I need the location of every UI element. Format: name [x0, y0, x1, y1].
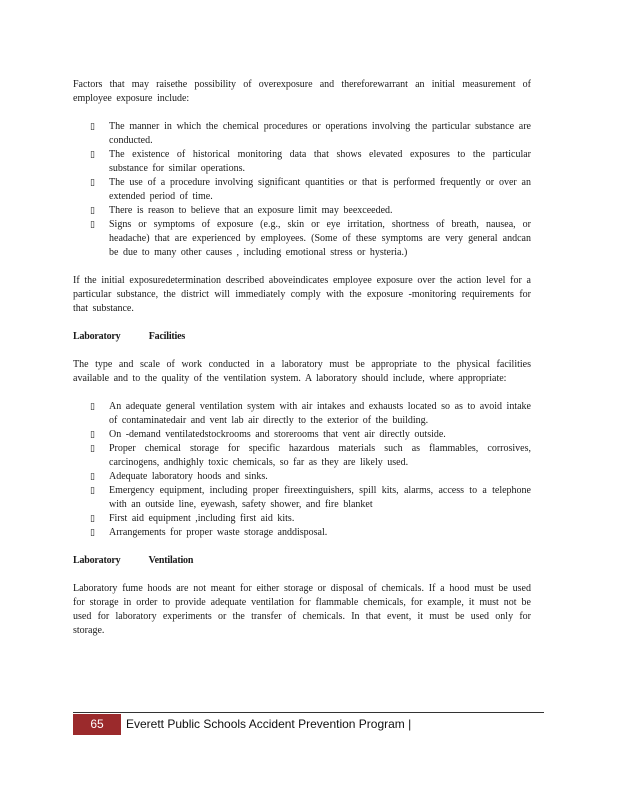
- list-item: [90, 512, 531, 526]
- box-bullet-icon: ▯: [90, 178, 95, 188]
- list-item-text: The use of a procedure involving significant quantities or that is performed frequently or over an extended period of time.: [109, 177, 531, 202]
- list-item-text: The existence of historical monitoring data that shows elevated exposures to the particular substance for similar operations.: [109, 149, 531, 174]
- list-item-text: On -demand ventilatedstockrooms and storerooms that vent air directly outside.: [109, 429, 446, 440]
- box-bullet-icon: ▯: [90, 150, 95, 160]
- list-item: [90, 526, 531, 540]
- list-item-text: First aid equipment ,including first aid kits.: [109, 513, 295, 524]
- list-item-text: There is reason to believe that an exposure limit may beexceeded.: [109, 205, 393, 216]
- list-item: [90, 484, 531, 512]
- list-item: [90, 120, 531, 148]
- box-bullet-icon: ▯: [90, 486, 95, 496]
- box-bullet-icon: ▯: [90, 472, 95, 482]
- box-bullet-icon: ▯: [90, 220, 95, 230]
- exposure-factors-list: [73, 120, 531, 260]
- list-item-text: Proper chemical storage for specific hazardous materials such as flammables, corrosives, carcinogens, andhighly toxic chemicals, so far as they are likely used.: [109, 443, 531, 468]
- list-item: [90, 400, 531, 428]
- page-footer: [73, 712, 544, 735]
- list-item-text: Adequate laboratory hoods and sinks.: [109, 471, 268, 482]
- determination-paragraph: If the initial exposuredetermination described aboveindicates employee exposure over the action level for a particular substance, the district will immediately comply with the exposure -monitoring requirements for that substance.: [73, 275, 531, 314]
- list-item-text: An adequate general ventilation system with air intakes and exhausts located so as to avoid intake of contaminatedair and vent lab air directly to the exterior of the building.: [109, 401, 531, 426]
- page-number: 65: [73, 714, 121, 735]
- list-item: [90, 176, 531, 204]
- list-item: [90, 428, 531, 442]
- list-item-text: Emergency equipment, including proper fireextinguishers, spill kits, alarms, access to a telephone with an outside line, eyewash, safety shower, and fire blanket: [109, 485, 531, 510]
- list-item-text: Arrangements for proper waste storage anddisposal.: [109, 527, 328, 538]
- list-item-text: The manner in which the chemical procedures or operations involving the particular substance are conducted.: [109, 121, 531, 146]
- box-bullet-icon: ▯: [90, 528, 95, 538]
- page-content: [73, 78, 531, 652]
- list-item: [90, 218, 531, 260]
- laboratory-facilities-heading: Laboratory Facilities: [73, 331, 186, 342]
- box-bullet-icon: ▯: [90, 122, 95, 132]
- intro-paragraph: Factors that may raisethe possibility of overexposure and thereforewarrant an initial measurement of employee exposure include:: [73, 79, 531, 104]
- box-bullet-icon: ▯: [90, 206, 95, 216]
- facilities-paragraph: The type and scale of work conducted in a laboratory must be appropriate to the physical facilities available and to the quality of the ventilation system. A laboratory should include, where appropriate:: [73, 359, 531, 384]
- ventilation-paragraph: Laboratory fume hoods are not meant for either storage or disposal of chemicals. If a hood must be used for storage in order to provide adequate ventilation for flammable chemicals, for example, it must not be used for laboratory experiments or the transfer of chemicals. In that event, it must be used only for storage.: [73, 583, 531, 636]
- list-item: [90, 148, 531, 176]
- box-bullet-icon: ▯: [90, 402, 95, 412]
- facilities-list: [73, 400, 531, 540]
- list-item: [90, 204, 531, 218]
- box-bullet-icon: ▯: [90, 430, 95, 440]
- box-bullet-icon: ▯: [90, 444, 95, 454]
- box-bullet-icon: ▯: [90, 514, 95, 524]
- footer-title: Everett Public Schools Accident Prevention Program |: [126, 717, 412, 731]
- list-item: [90, 470, 531, 484]
- list-item-text: Signs or symptoms of exposure (e.g., skin or eye irritation, shortness of breath, nausea, or headache) that are experienced by employees. (Some of these symptoms are very general andcan be due to many other causes , including emotional stress or hysteria.): [109, 219, 531, 258]
- list-item: [90, 442, 531, 470]
- laboratory-ventilation-heading: Laboratory Ventilation: [73, 555, 194, 566]
